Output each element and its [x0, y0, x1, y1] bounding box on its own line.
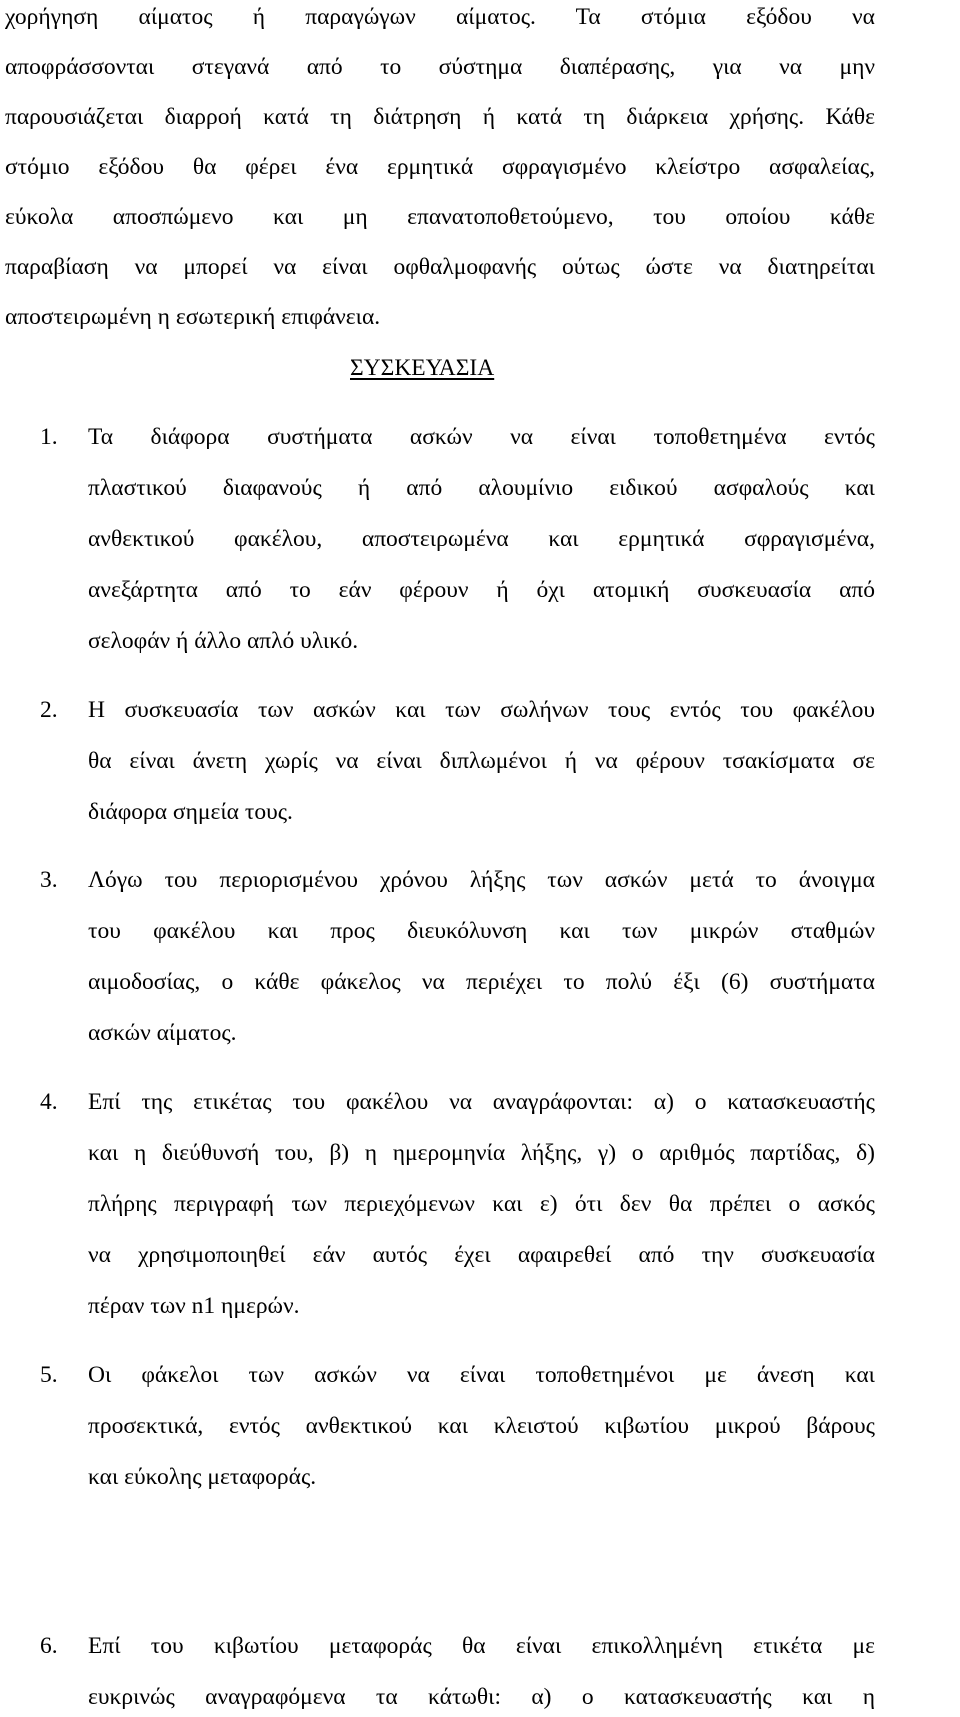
- item-line: σελοφάν ή άλλο απλό υλικό.: [88, 628, 359, 654]
- intro-line: παρουσιάζεται διαρροή κατά τη διάτρηση ή κατά τη διάρκεια χρήσης. Κάθε: [5, 104, 875, 130]
- intro-line: αποστειρωμένη η εσωτερική επιφάνεια.: [5, 304, 381, 330]
- item-line: Επί του κιβωτίου μεταφοράς θα είναι επικολλημένη ετικέτα με: [88, 1633, 875, 1659]
- item-line: Τα διάφορα συστήματα ασκών να είναι τοποθετημένα εντός: [88, 424, 875, 450]
- item-line: διάφορα σημεία τους.: [88, 799, 293, 825]
- item-line: πλαστικού διαφανούς ή από αλουμίνιο ειδικού ασφαλούς και: [88, 475, 875, 501]
- item-line: ευκρινώς αναγραφόμενα τα κάτωθι: α) ο κατασκευαστής και η: [88, 1684, 875, 1710]
- intro-line: χορήγηση αίματος ή παραγώγων αίματος. Τα στόμια εξόδου να: [5, 4, 875, 30]
- item-line: προσεκτικά, εντός ανθεκτικού και κλειστού κιβωτίου μικρού βάρους: [88, 1413, 875, 1439]
- item-line: του φακέλου και προς διευκόλυνση και των μικρών σταθμών: [88, 918, 875, 944]
- item-line: ανθεκτικού φακέλου, αποστειρωμένα και ερμητικά σφραγισμένα,: [88, 526, 875, 552]
- item-number: 1.: [40, 424, 58, 450]
- item-line: ασκών αίματος.: [88, 1020, 237, 1046]
- item-number: 2.: [40, 697, 58, 723]
- item-number: 5.: [40, 1362, 58, 1388]
- intro-line: στόμιο εξόδου θα φέρει ένα ερμητικά σφραγισμένο κλείστρο ασφαλείας,: [5, 154, 875, 180]
- item-line: Η συσκευασία των ασκών και των σωλήνων τους εντός του φακέλου: [88, 697, 875, 723]
- item-number: 6.: [40, 1633, 58, 1659]
- item-line: και η διεύθυνσή του, β) η ημερομηνία λήξης, γ) ο αριθμός παρτίδας, δ): [88, 1140, 875, 1166]
- intro-line: αποφράσσονται στεγανά από το σύστημα διαπέρασης, για να μην: [5, 54, 875, 80]
- item-line: θα είναι άνετη χωρίς να είναι διπλωμένοι ή να φέρουν τσακίσματα σε: [88, 748, 875, 774]
- item-number: 4.: [40, 1089, 58, 1115]
- item-line: αιμοδοσίας, ο κάθε φάκελος να περιέχει το πολύ έξι (6) συστήματα: [88, 969, 875, 995]
- item-number: 3.: [40, 867, 58, 893]
- item-line: και εύκολης μεταφοράς.: [88, 1464, 317, 1490]
- item-line: Επί της ετικέτας του φακέλου να αναγράφονται: α) ο κατασκευαστής: [88, 1089, 875, 1115]
- item-line: Οι φάκελοι των ασκών να είναι τοποθετημένοι με άνεση και: [88, 1362, 875, 1388]
- item-line: πέραν των n1 ημερών.: [88, 1293, 300, 1319]
- item-line: να χρησιμοποιηθεί εάν αυτός έχει αφαιρεθεί από την συσκευασία: [88, 1242, 875, 1268]
- intro-line: εύκολα αποσπώμενο και μη επανατοποθετούμενο, του οποίου κάθε: [5, 204, 875, 230]
- item-line: πλήρης περιγραφή των περιεχόμενων και ε) ότι δεν θα πρέπει ο ασκός: [88, 1191, 875, 1217]
- intro-line: παραβίαση να μπορεί να είναι οφθαλμοφανής ούτως ώστε να διατηρείται: [5, 254, 875, 280]
- item-line: Λόγω του περιορισμένου χρόνου λήξης των ασκών μετά το άνοιγμα: [88, 867, 875, 893]
- section-heading: ΣΥΣΚΕΥΑΣΙΑ: [350, 355, 495, 381]
- item-line: ανεξάρτητα από το εάν φέρουν ή όχι ατομική συσκευασία από: [88, 577, 875, 603]
